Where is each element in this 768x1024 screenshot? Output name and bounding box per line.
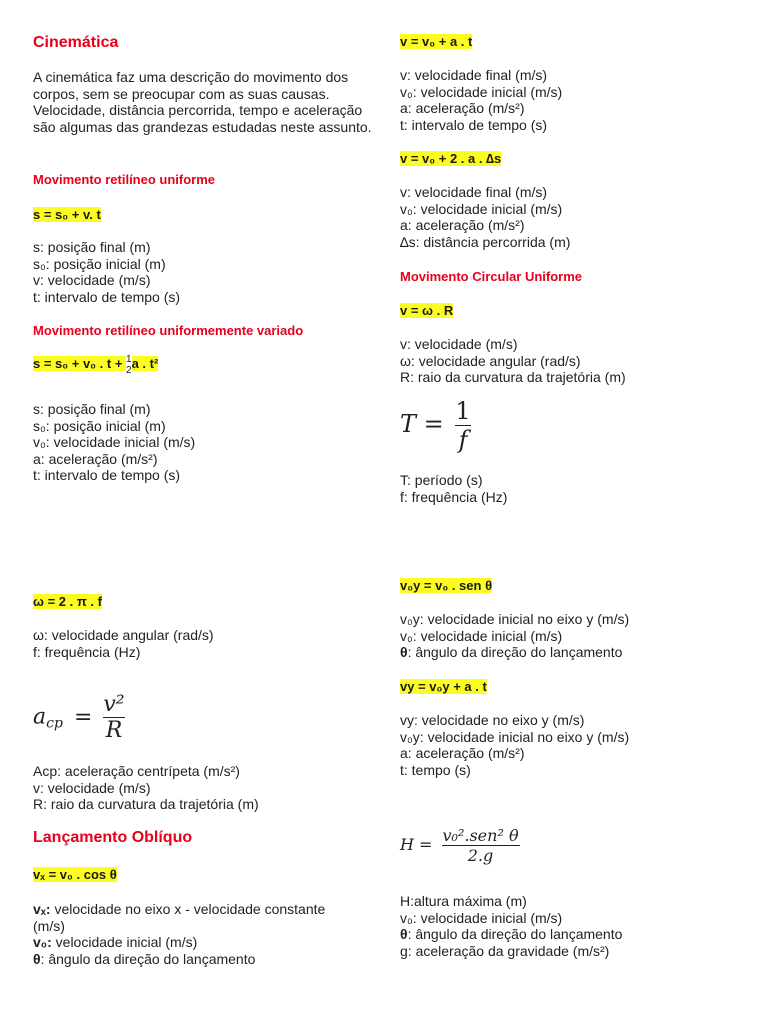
acp-formula: acp = $\frac{\text{v²}}{R}$ [33, 692, 125, 743]
variable-line: f: frequência (Hz) [400, 488, 508, 505]
v-formula: v = v₀ + a . t [400, 34, 473, 49]
variable-line: vₓ: velocidade no eixo x - velocidade constante (m/s) [33, 901, 326, 934]
obliquo-variables [33, 901, 353, 967]
variable-line: ∆s: distância percorrida (m) [400, 233, 571, 250]
variable-line: v₀y: velocidade inicial no eixo y (m/s) [400, 728, 630, 745]
variable-line: a: aceleração (m/s²) [400, 100, 525, 116]
variable-line: v₀: velocidade inicial (m/s) [33, 934, 198, 950]
vy-variables [400, 712, 629, 778]
torricelli-variables [400, 184, 570, 250]
variable-line: R: raio da curvatura da trajetória (m) [400, 369, 626, 385]
vx-formula: vₓ = v₀ . cos θ [33, 867, 117, 882]
mru-variables [33, 239, 180, 305]
voy-variables [400, 611, 629, 661]
variable-line: v: velocidade (m/s) [33, 272, 151, 288]
variable-line: v: velocidade final (m/s) [400, 184, 548, 200]
variable-line: a: aceleração (m/s²) [33, 450, 158, 467]
omega-formula: ω = 2 . π . f [33, 594, 102, 609]
intro-paragraph: A cinemática faz uma descrição do movimento dos corpos, sem se preocupar com as suas causas. Velocidade, distância percorrida, tempo e aceleração são algumas das grandezas estudadas neste assunto. [33, 69, 372, 135]
mru-formula: s = s₀ + v. t [33, 207, 101, 222]
variable-line: v: velocidade (m/s) [400, 336, 518, 352]
variable-line: s₀: posição inicial (m) [33, 417, 166, 434]
torricelli-formula: v = v₀ + 2 . a . ∆s [400, 151, 502, 166]
variable-line: H:altura máxima (m) [400, 893, 527, 909]
variable-line: f: frequência (Hz) [33, 643, 141, 660]
page-title: Cinemática [33, 34, 119, 51]
mru-heading: Movimento retilíneo uniforme [33, 172, 216, 187]
variable-line: t: intervalo de tempo (s) [33, 288, 181, 305]
v-variables [400, 67, 562, 133]
variable-line: ω: velocidade angular (rad/s) [33, 627, 214, 643]
periodo-variables [400, 472, 507, 505]
variable-line: v₀: velocidade inicial (m/s) [33, 434, 196, 450]
mruv-variables [33, 401, 195, 484]
variable-line: g: aceleração da gravidade (m/s²) [400, 942, 610, 959]
variable-line: v₀: velocidade inicial (m/s) [400, 200, 563, 217]
variable-line: T: período (s) [400, 472, 483, 488]
variable-line: vy: velocidade no eixo y (m/s) [400, 712, 585, 728]
vy-formula: vy = v₀y + a . t [400, 679, 487, 694]
variable-line: v₀: velocidade inicial (m/s) [400, 83, 563, 100]
variable-line: s₀: posição inicial (m) [33, 255, 166, 272]
hmax-variables [400, 893, 622, 959]
variable-line: θ: ângulo da direção do lançamento [400, 644, 623, 660]
hmax-formula: H = $\frac{\text{v₀².sen² θ}}{2.g}$ [400, 826, 519, 865]
variable-line: ω: velocidade angular (rad/s) [400, 352, 581, 369]
obliquo-heading: Lançamento Oblíquo [33, 829, 193, 846]
omega-variables [33, 627, 214, 660]
variable-line: a: aceleração (m/s²) [400, 217, 525, 233]
mcu-heading: Movimento Circular Uniforme [400, 269, 583, 284]
variable-line: s: posição final (m) [33, 401, 151, 417]
variable-line: t: tempo (s) [400, 761, 471, 778]
variable-line: θ: ângulo da direção do lançamento [400, 926, 623, 942]
variable-line: R: raio da curvatura da trajetória (m) [33, 796, 259, 812]
variable-line: t: intervalo de tempo (s) [33, 467, 181, 483]
variable-line: v: velocidade final (m/s) [400, 67, 548, 83]
variable-line: v₀: velocidade inicial (m/s) [400, 909, 563, 926]
variable-line: v₀y: velocidade inicial no eixo y (m/s) [400, 611, 630, 627]
variable-line: θ: ângulo da direção do lançamento [33, 950, 256, 967]
mcu-formula: v = ω . R [400, 303, 454, 318]
mruv-heading: Movimento retilíneo uniformemente variado [33, 323, 304, 338]
variable-line: a: aceleração (m/s²) [400, 745, 525, 761]
variable-line: Acp: aceleração centrípeta (m/s²) [33, 763, 240, 779]
variable-line: v₀: velocidade inicial (m/s) [400, 627, 563, 644]
variable-line: v: velocidade (m/s) [33, 779, 151, 796]
periodo-formula: T = $\frac{1}{f}$ [400, 397, 471, 454]
variable-line: s: posição final (m) [33, 239, 151, 255]
variable-line: t: intervalo de tempo (s) [400, 116, 548, 133]
mcu-variables [400, 336, 626, 386]
mruv-formula: s = s₀ + v₀ . t + 1 2 a . t² [33, 354, 159, 376]
acp-variables [33, 763, 259, 813]
voy-formula: v₀y = v₀ . sen θ [400, 578, 493, 593]
